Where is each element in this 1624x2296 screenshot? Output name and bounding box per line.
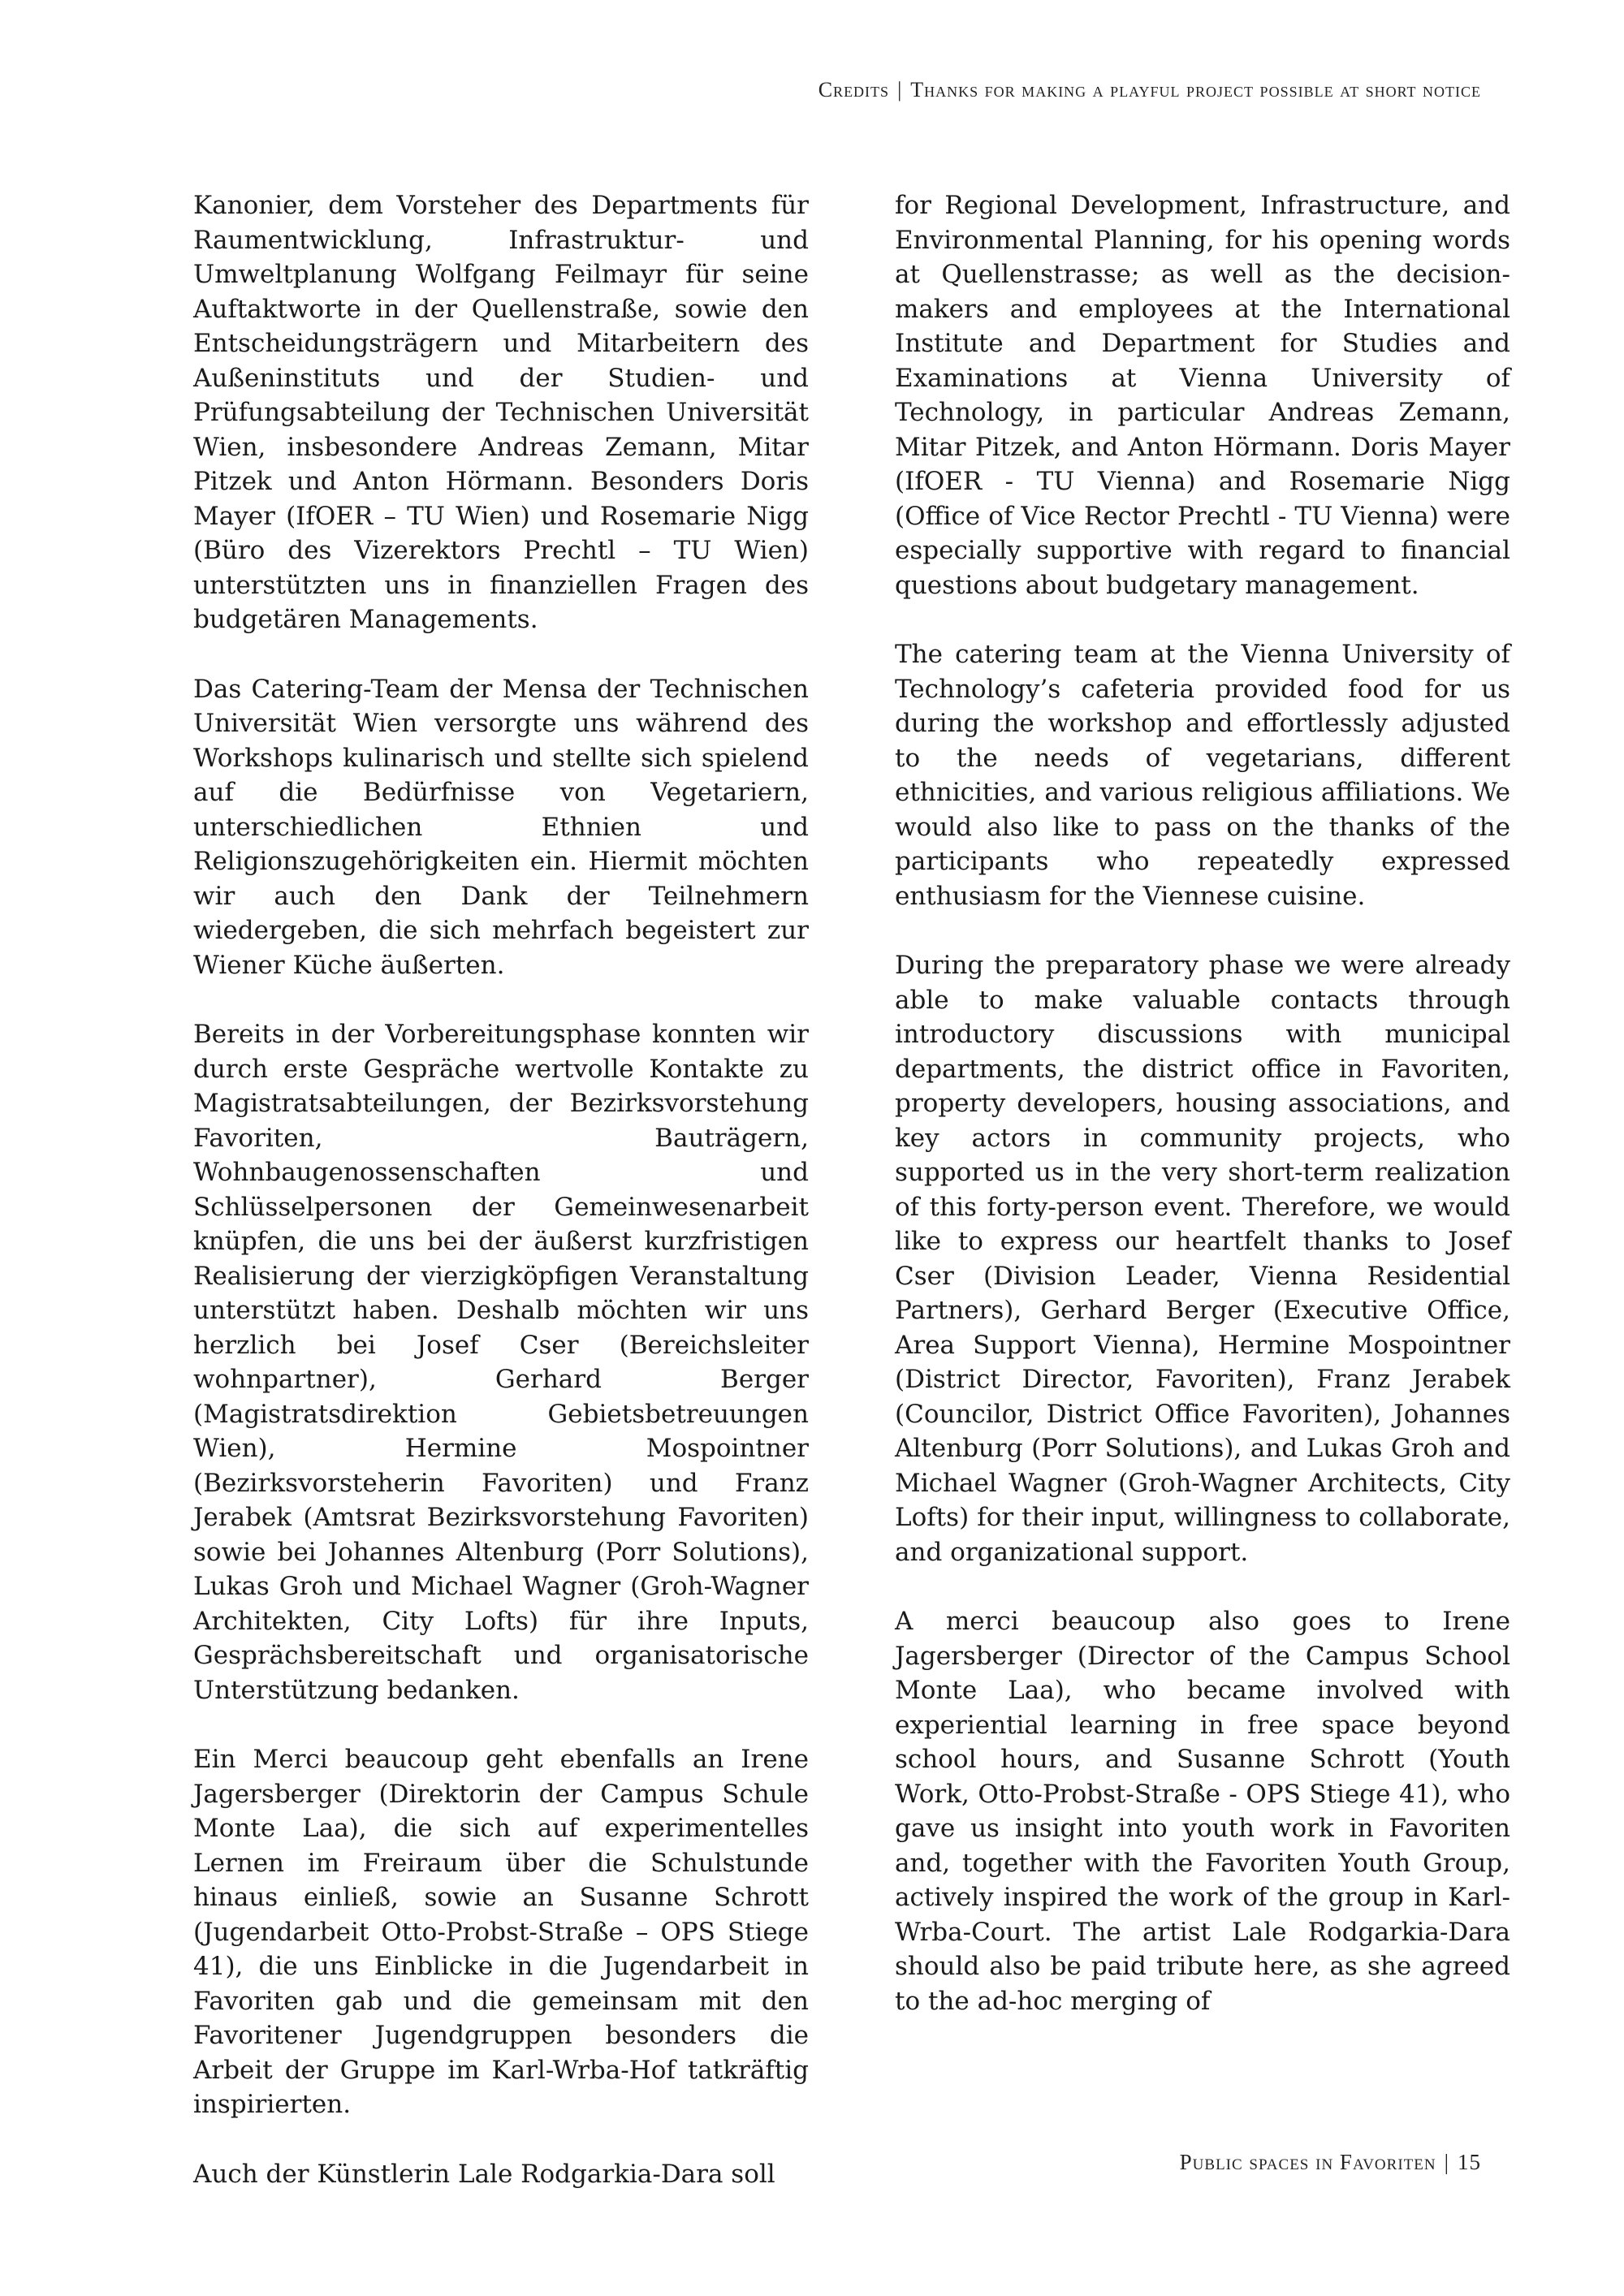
header-section: Credits bbox=[818, 78, 890, 101]
page-number: 15 bbox=[1458, 2150, 1481, 2174]
footer-title: Public spaces in Favoriten bbox=[1179, 2150, 1436, 2174]
english-paragraph: A merci beaucoup also goes to Irene Jagersberger (Director of the Campus School Monte Laa), who became involved with experiential learning in free space beyond school hours, and Susanne Schrott (Youth Work, Otto-Probst-Straße - OPS Stiege 41), who gave us insight into youth work in Favoriten and, together with the Favoriten Youth Group, actively inspired the work of the group in Karl-Wrba-Court. The artist Lale Rodgarkia-Dara should also be paid tribute here, as she agreed to the ad-hoc merging of bbox=[895, 1607, 1510, 2016]
english-column bbox=[895, 188, 1510, 2053]
english-paragraph: During the preparatory phase we were already able to make valuable contacts through introductory discussions with municipal departments, the district office in Favoriten, property developers, housing associations, and key actors in community projects, who supported us in the very short-term realization of this forty-person event. Therefore, we would like to express our heartfelt thanks to Josef Cser (Division Leader, Vienna Residential Partners), Gerhard Berger (Executive Office, Area Support Vienna), Hermine Mospointner (District Director, Favoriten), Franz Jerabek (Councilor, District Office Favoriten), Johannes Altenburg (Porr Solutions), and Lukas Groh and Michael Wagner (Groh-Wagner Architects, City Lofts) for their input, willingness to collaborate, and organizational support. bbox=[895, 951, 1510, 1567]
german-column bbox=[193, 188, 809, 2226]
header-subtitle: Thanks for making a playful project possible at short notice bbox=[910, 78, 1481, 101]
german-paragraph: Bereits in der Vorbereitungsphase konnten wir durch erste Gespräche wertvolle Kontakte zu Magistratsabteilungen, der Bezirksvorstehung Favoriten, Bauträgern, Wohnbaugenossenschaften und Schlüsselpersonen der Gemeinwesenarbeit knüpfen, die uns bei der äußerst kurzfristigen Realisierung der vierzigköpfigen Veranstaltung unterstützt haben. Deshalb möchten wir uns herzlich bei Josef Cser (Bereichsleiter wohnpartner), Gerhard Berger (Magistratsdirektion Gebietsbetreuungen Wien), Hermine Mospointner (Bezirksvorsteherin Favoriten) und Franz Jerabek (Amtsrat Bezirksvorstehung Favoriten) sowie bei Johannes Altenburg (Porr Solutions), Lukas Groh und Michael Wagner (Groh-Wagner Architekten, City Lofts) für ihre Inputs, Gesprächsbereitschaft und organisatorische Unterstützung bedanken. bbox=[193, 1020, 809, 1705]
header-separator: | bbox=[897, 78, 903, 101]
german-paragraph: Auch der Künstlerin Lale Rodgarkia-Dara soll bbox=[193, 2159, 775, 2189]
running-footer bbox=[1180, 2150, 1481, 2175]
footer-separator: | bbox=[1444, 2150, 1449, 2174]
german-paragraph: Das Catering-Team der Mensa der Technischen Universität Wien versorgte uns während des Workshops kulinarisch und stellte sich spielend auf die Bedürfnisse von Vegetariern, unterschiedlichen Ethnien und Religionszugehörigkeiten ein. Hiermit möchten wir auch den Dank der Teilnehmern wiedergeben, die sich mehrfach begeistert zur Wiener Küche äußerten. bbox=[193, 674, 809, 980]
german-paragraph: Ein Merci beaucoup geht ebenfalls an Irene Jagersberger (Direktorin der Campus Schule Monte Laa), die sich auf experimentelles Lernen im Freiraum über die Schulstunde hinaus einließ, sowie an Susanne Schrott (Jugendarbeit Otto-Probst-Straße – OPS Stiege 41), die uns Einblicke in die Jugendarbeit in Favoriten gab und die gemeinsam mit den Favoritener Jugendgruppen besonders die Arbeit der Gruppe im Karl-Wrba-Hof tatkräftig inspirierten. bbox=[193, 1745, 809, 2119]
running-header bbox=[818, 78, 1481, 102]
english-paragraph: The catering team at the Vienna University of Technology’s cafeteria provided food for us during the workshop and effortlessly adjusted to the needs of vegetarians, different ethnicities, and various religious affiliations. We would also like to pass on the thanks of the participants who repeatedly expressed enthusiasm for the Viennese cuisine. bbox=[895, 640, 1510, 911]
english-paragraph: for Regional Development, Infrastructure, and Environmental Planning, for his opening words at Quellenstrasse; as well as the decision-makers and employees at the International Institute and Department for Studies and Examinations at Vienna University of Technology, in particular Andreas Zemann, Mitar Pitzek, and Anton Hörmann. Doris Mayer (IfOER - TU Vienna) and Rosemarie Nigg (Office of Vice Rector Prechtl - TU Vienna) were especially supportive with regard to financial questions about budgetary management. bbox=[895, 191, 1510, 600]
german-paragraph: Kanonier, dem Vorsteher des Departments für Raumentwicklung, Infrastruktur- und Umweltplanung Wolfgang Feilmayr für seine Auftaktworte in der Quellenstraße, sowie den Entscheidungsträgern und Mitarbeitern des Außeninstituts und der Studien- und Prüfungsabteilung der Technischen Universität Wien, insbesondere Andreas Zemann, Mitar Pitzek und Anton Hörmann. Besonders Doris Mayer (IfOER – TU Wien) und Rosemarie Nigg (Büro des Vizerektors Prechtl – TU Wien) unterstützten uns in finanziellen Fragen des budgetären Managements. bbox=[193, 191, 809, 634]
